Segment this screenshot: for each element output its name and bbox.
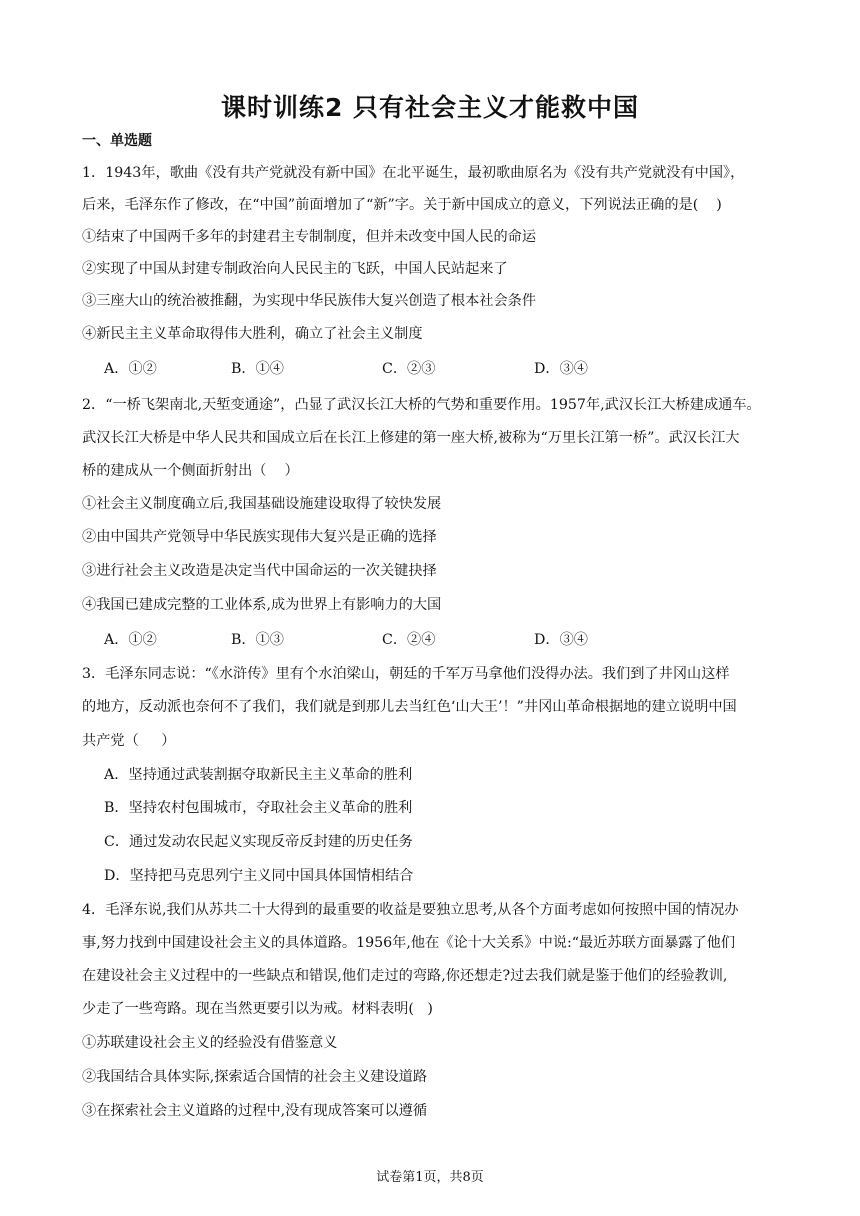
- q4-stem-line: 4．毛泽东说,我们从苏共二十大得到的最重要的收益是要独立思考,从各个方面考虑如何按照中国的情况办: [82, 902, 739, 918]
- q2-stem-line: 武汉长江大桥是中华人民共和国成立后在长江上修建的第一座大桥,被称为“万里长江第一桥”。武汉长江大: [82, 430, 740, 446]
- q1-option-b[interactable]: B．①④: [231, 361, 284, 377]
- q3-option-b[interactable]: B．坚持农村包围城市，夺取社会主义革命的胜利: [104, 800, 413, 816]
- q3-option-a[interactable]: A．坚持通过武装割据夺取新民主主义革命的胜利: [104, 767, 413, 783]
- q4-statement: ②我国结合具体实际,探索适合国情的社会主义建设道路: [82, 1069, 428, 1085]
- q2-statement: ④我国已建成完整的工业体系,成为世界上有影响力的大国: [82, 597, 442, 613]
- q2-option-c[interactable]: C．②④: [382, 632, 436, 648]
- q2-option-a[interactable]: A．①②: [104, 632, 157, 648]
- q4-statement: ①苏联建设社会主义的经验没有借鉴意义: [82, 1035, 338, 1051]
- section-heading: 一、单选题: [82, 133, 152, 149]
- page-title: 课时训练2 只有社会主义才能救中国: [220, 93, 640, 122]
- q1-option-d[interactable]: D．③④: [534, 361, 588, 377]
- q2-option-b[interactable]: B．①③: [231, 632, 284, 648]
- q4-statement: ③在探索社会主义道路的过程中,没有现成答案可以遵循: [82, 1103, 428, 1119]
- q1-stem-line: 1．1943年，歌曲《没有共产党就没有新中国》在北平诞生，最初歌曲原名为《没有共产党就没有中国》，: [82, 165, 745, 181]
- q1-option-c[interactable]: C．②③: [382, 361, 436, 377]
- q1-stem-line: 后来，毛泽东作了修改，在“中国”前面增加了“新”字。关于新中国成立的意义，下列说法正确的是( ): [82, 197, 722, 213]
- q1-statement: ③三座大山的统治被推翻，为实现中华民族伟大复兴创造了根本社会条件: [82, 293, 537, 309]
- q2-statement: ③进行社会主义改造是决定当代中国命运的一次关键抉择: [82, 563, 437, 579]
- q4-stem-line: 少走了一些弯路。现在当然更要引以为戒。材料表明( ): [82, 1001, 433, 1017]
- q2-stem-line: 桥的建成从一个侧面折射出（ ）: [82, 463, 299, 479]
- q3-stem-line: 共产党（ ）: [82, 733, 176, 749]
- q1-option-a[interactable]: A．①②: [104, 361, 157, 377]
- q1-statement: ②实现了中国从封建专制政治向人民民主的飞跃，中国人民站起来了: [82, 261, 508, 277]
- q3-stem-line: 的地方，反动派也奈何不了我们，我们就是到那儿去当红色‘山大王’！”井冈山革命根据地的建立说明中国: [82, 699, 737, 715]
- q1-statement: ①结束了中国两千多年的封建君主专制制度，但并未改变中国人民的命运: [82, 229, 537, 245]
- page-footer: 试卷第1页，共8页: [376, 1170, 484, 1185]
- q1-statement: ④新民主主义革命取得伟大胜利，确立了社会主义制度: [82, 326, 423, 342]
- q3-option-c[interactable]: C．通过发动农民起义实现反帝反封建的历史任务: [104, 834, 413, 850]
- q3-option-d[interactable]: D．坚持把马克思列宁主义同中国具体国情相结合: [104, 868, 414, 884]
- q3-stem-line: 3．毛泽东同志说：“《水浒传》里有个水泊梁山，朝廷的千军万马拿他们没得办法。我们到了井冈山这样: [82, 666, 730, 682]
- q4-stem-line: 事,努力找到中国建设社会主义的具体道路。1956年,他在《论十大关系》中说:“最近苏联方面暴露了他们: [82, 935, 736, 951]
- q4-stem-line: 在建设社会主义过程中的一些缺点和错误,他们走过的弯路,你还想走?过去我们就是鉴于他们的经验教训,: [82, 968, 728, 984]
- q2-option-d[interactable]: D．③④: [534, 632, 588, 648]
- q2-statement: ①社会主义制度确立后,我国基础设施建设取得了较快发展: [82, 496, 442, 512]
- q2-statement: ②由中国共产党领导中华民族实现伟大复兴是正确的选择: [82, 529, 437, 545]
- q2-stem-line: 2．“一桥飞架南北,天堑变通途”，凸显了武汉长江大桥的气势和重要作用。1957年,武汉长江大桥建成通车。: [82, 397, 761, 413]
